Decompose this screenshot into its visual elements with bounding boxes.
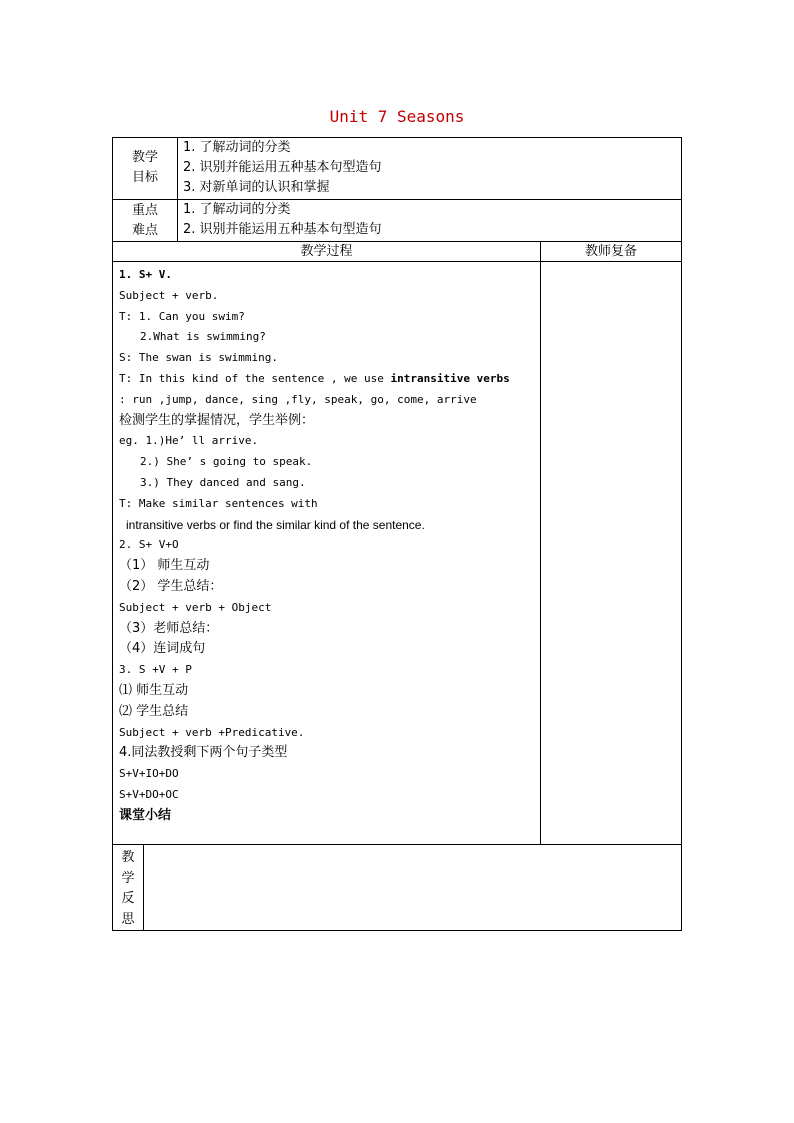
process-line: 2.What is swimming? (140, 330, 266, 344)
objectives-row (113, 138, 682, 200)
process-line: Subject + verb. (119, 288, 219, 302)
key-point-item: 2. 识别并能运用五种基本句型造句 (183, 222, 382, 237)
reflection-content (144, 845, 682, 931)
objectives-label: 教学 目标 (113, 138, 178, 200)
process-line: T: Make similar sentences with (119, 496, 318, 510)
process-line: 1. S+ V. (119, 268, 172, 281)
key-points-list (178, 200, 682, 242)
lesson-plan-table (112, 137, 682, 931)
intransitive-verbs-term: intransitive verbs (390, 371, 510, 385)
notes-cell (541, 262, 682, 845)
process-line: Subject + verb +Predicative. (119, 725, 305, 739)
key-point-item: 1. 了解动词的分类 (183, 202, 291, 217)
page-title: Unit 7 Seasons (329, 107, 465, 126)
process-line: S: The swan is swimming. (119, 351, 278, 365)
process-row (113, 262, 682, 845)
process-header: 教学过程 (113, 242, 541, 262)
process-line: intransitive verbs or find the similar kind of the sentence. (126, 517, 425, 532)
objective-item: 2. 识别并能运用五种基本句型造句 (183, 160, 382, 175)
reflection-label: 教 学 反 思 (113, 845, 144, 931)
process-line: （4）连词成句 (119, 641, 206, 657)
process-line: 课堂小结 (119, 807, 172, 823)
objective-item: 1. 了解动词的分类 (183, 140, 291, 155)
key-points-row (113, 200, 682, 242)
process-line: eg. 1.)He’ ll arrive. (119, 434, 259, 448)
process-header-row (113, 242, 682, 262)
process-line: T: 1. Can you swim? (119, 309, 245, 323)
process-line: 3. S +V + P (119, 663, 192, 677)
process-line: 3.) They danced and sang. (140, 475, 306, 489)
key-points-label: 重点 难点 (113, 200, 178, 242)
process-line: S+V+DO+OC (119, 787, 179, 801)
reflection-row (113, 845, 682, 931)
process-line: ⑴ 师生互动 (119, 682, 189, 698)
objectives-list (178, 138, 682, 200)
teaching-process (113, 262, 541, 845)
process-line: Subject + verb + Object (119, 600, 272, 614)
process-line: 2. S+ V+O (119, 538, 179, 552)
process-line: （3）老师总结： (119, 620, 219, 636)
process-line: : run ,jump, dance, sing ,fly, speak, go, come, arrive (119, 392, 477, 406)
process-line: 检测学生的掌握情况，学生举例： (119, 412, 315, 428)
process-line: T: In this kind of the sentence , we use intransitive verbs (119, 371, 510, 385)
process-line: 2.) She’ s going to speak. (140, 455, 313, 469)
process-line: 4.同法教授剩下两个句子类型 (119, 745, 288, 761)
objective-item: 3. 对新单词的认识和掌握 (183, 180, 330, 195)
process-line: S+V+IO+DO (119, 767, 179, 781)
notes-header: 教师复备 (541, 242, 682, 262)
process-line: （2） 学生总结： (119, 578, 223, 594)
process-line: ⑵ 学生总结 (119, 703, 189, 719)
process-line: （1） 师生互动 (119, 558, 210, 574)
